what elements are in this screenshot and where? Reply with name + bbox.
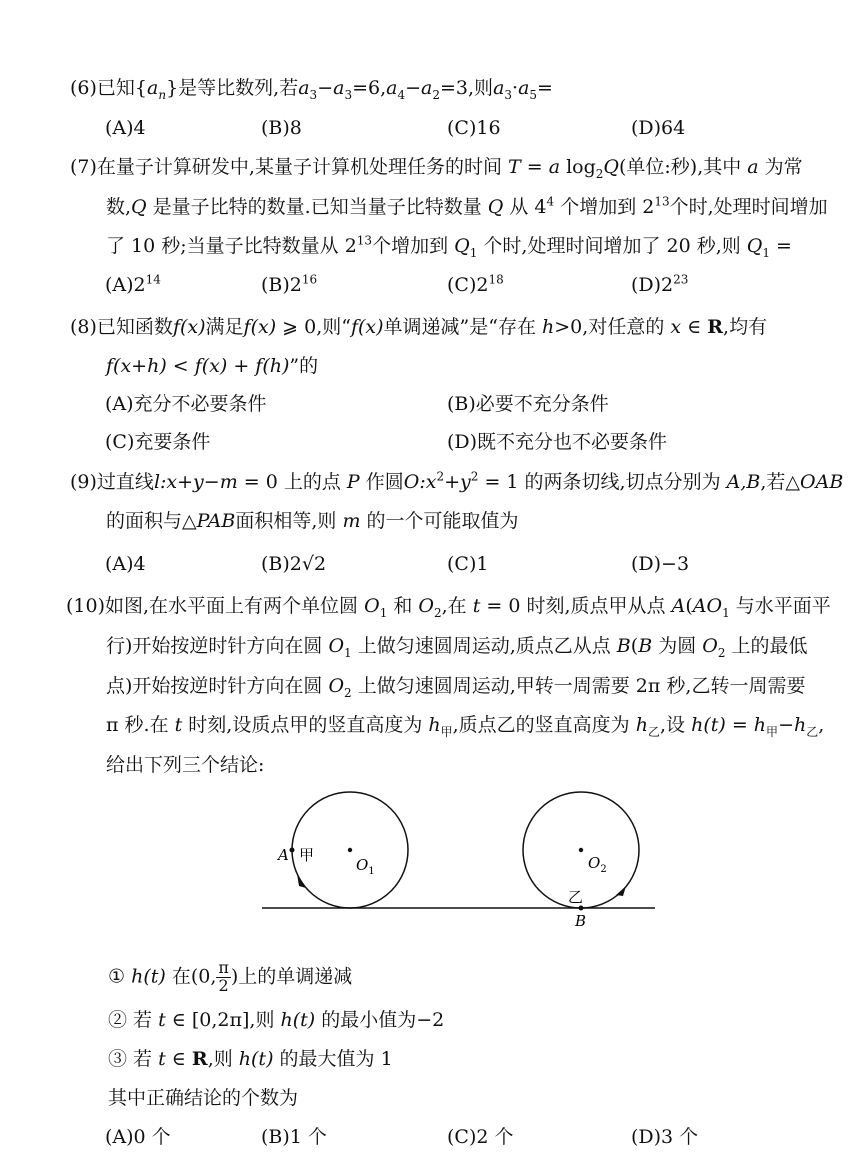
q10-stem-line3: 点)开始按逆时针方向在圆 $O_2$ 上做匀速圆周运动,甲转一周需要 2π 秒,乙转一周需要 bbox=[106, 675, 806, 700]
label-jia: 甲 bbox=[299, 846, 315, 864]
q10-conclusion-1: ① h(t) 在(0, $\frac{\pi}{2}$ )上的单调递减 bbox=[108, 958, 353, 995]
q9-option-a[interactable]: (A)4 bbox=[105, 553, 146, 575]
q10-conclusion-3: ③ 若 t ∈ R,则 h(t) 的最大值为 1 bbox=[108, 1048, 393, 1070]
label-o2: $O_2$ bbox=[588, 854, 607, 875]
q9-option-b[interactable]: (B)2√2 bbox=[261, 553, 327, 575]
q10-conclusion-2: ② 若 t ∈ [0,2π],则 h(t) 的最小值为−2 bbox=[108, 1009, 445, 1031]
point-a-dot bbox=[290, 848, 295, 853]
q10-stem-line4: π 秒.在 t 时刻,设质点甲的竖直高度为 $h_甲$,质点乙的竖直高度为 $h_乙$,设 $h(t) = h_甲-h_乙$, bbox=[106, 714, 825, 739]
q7-stem-line3: 了 10 秒;当量子比特数量从 $2^{13}$个增加到 $Q_1$ 个时,处理时间增加了 20 秒,则 $Q_1$ = bbox=[106, 233, 792, 260]
q7-option-b[interactable]: $(B)2^{16}$ bbox=[261, 272, 318, 296]
circle-o2 bbox=[523, 792, 639, 908]
q10-conclusion-question: 其中正确结论的个数为 bbox=[108, 1087, 299, 1109]
q8-option-c[interactable]: (C)充要条件 bbox=[105, 431, 211, 453]
q10-option-d[interactable]: (D)3 个 bbox=[631, 1126, 699, 1148]
q9-stem-line1: (9)过直线l:x+y−m = 0 上的点 P 作圆$O:x^2+y^2 = 1$ 的两条切线,切点分别为 A,B,若△OAB bbox=[70, 469, 844, 493]
q10-stem-line1: (10)如图,在水平面上有两个单位圆 $O_1$ 和 $O_2$,在 t = 0 时刻,质点甲从点 $A(AO_1$ 与水平面平 bbox=[66, 595, 831, 620]
q10-option-a[interactable]: (A)0 个 bbox=[105, 1126, 171, 1148]
q10-stem-line5: 给出下列三个结论: bbox=[106, 754, 265, 776]
q9-option-c[interactable]: (C)1 bbox=[447, 553, 489, 575]
q7-option-d[interactable]: $(D)2^{23}$ bbox=[631, 272, 689, 296]
label-o1: $O_1$ bbox=[356, 856, 375, 877]
q9-option-d[interactable]: (D)−3 bbox=[631, 553, 690, 575]
q6-stem: (6)已知$\{a_n\}$是等比数列,若$a_3-a_3=6,a_4-a_2=3$,则$a_3\cdot a_5=$ bbox=[70, 77, 553, 102]
label-a: A bbox=[278, 846, 289, 864]
arrow-o2-icon bbox=[616, 886, 626, 896]
center-o2-dot bbox=[579, 848, 583, 852]
q8-option-b[interactable]: (B)必要不充分条件 bbox=[447, 393, 609, 415]
q6-option-d[interactable]: (D)64 bbox=[631, 117, 686, 139]
q10-stem-line2: 行)开始按逆时针方向在圆 $O_1$ 上做匀速圆周运动,质点乙从点 B(B 为圆 $O_2$ 上的最低 bbox=[106, 635, 808, 660]
q6-number: (6) bbox=[70, 77, 97, 99]
q7-number: (7) bbox=[70, 156, 97, 178]
q7-stem-line1: (7)在量子计算研发中,某量子计算机处理任务的时间 T = a $\log_2Q$(单位:秒),其中 a 为常 bbox=[70, 156, 803, 181]
q6-option-b[interactable]: (B)8 bbox=[261, 117, 302, 139]
q7-option-c[interactable]: $(C)2^{18}$ bbox=[447, 272, 504, 296]
q8-option-a[interactable]: (A)充分不必要条件 bbox=[105, 393, 267, 415]
q9-number: (9) bbox=[70, 471, 97, 493]
label-yi: 乙 bbox=[568, 888, 584, 906]
q7-stem-line2: 数,Q 是量子比特的数量.已知当量子比特数量 Q 从 $4^4$ 个增加到 $2^{13}$个时,处理时间增加 bbox=[106, 194, 828, 218]
q8-stem-line1: (8)已知函数f(x)满足f(x) ⩾ 0,则“f(x)单调递减”是“存在 h>0,对任意的 x ∈ R,均有 bbox=[70, 316, 768, 338]
q10-number: (10) bbox=[66, 595, 106, 617]
q10-option-c[interactable]: (C)2 个 bbox=[447, 1126, 514, 1148]
point-b-dot bbox=[579, 906, 584, 911]
q6-option-c[interactable]: (C)16 bbox=[447, 117, 501, 139]
circle-o1 bbox=[292, 792, 408, 908]
label-b: B bbox=[575, 912, 587, 930]
q8-option-d[interactable]: (D)既不充分也不必要条件 bbox=[447, 431, 668, 453]
q8-stem-line2: f(x+h) < f(x) + f(h)”的 bbox=[106, 355, 319, 377]
q6-option-a[interactable]: (A)4 bbox=[105, 117, 146, 139]
q9-stem-line2: 的面积与△PAB面积相等,则 m 的一个可能取值为 bbox=[106, 510, 519, 532]
arrow-o1-icon bbox=[297, 874, 306, 888]
center-o1-dot bbox=[348, 848, 352, 852]
q10-option-b[interactable]: (B)1 个 bbox=[261, 1126, 327, 1148]
q8-number: (8) bbox=[70, 316, 97, 338]
fraction-pi-over-2: $\frac{\pi}{2}$ bbox=[218, 958, 229, 995]
q7-option-a[interactable]: $(A)2^{14}$ bbox=[105, 272, 161, 296]
